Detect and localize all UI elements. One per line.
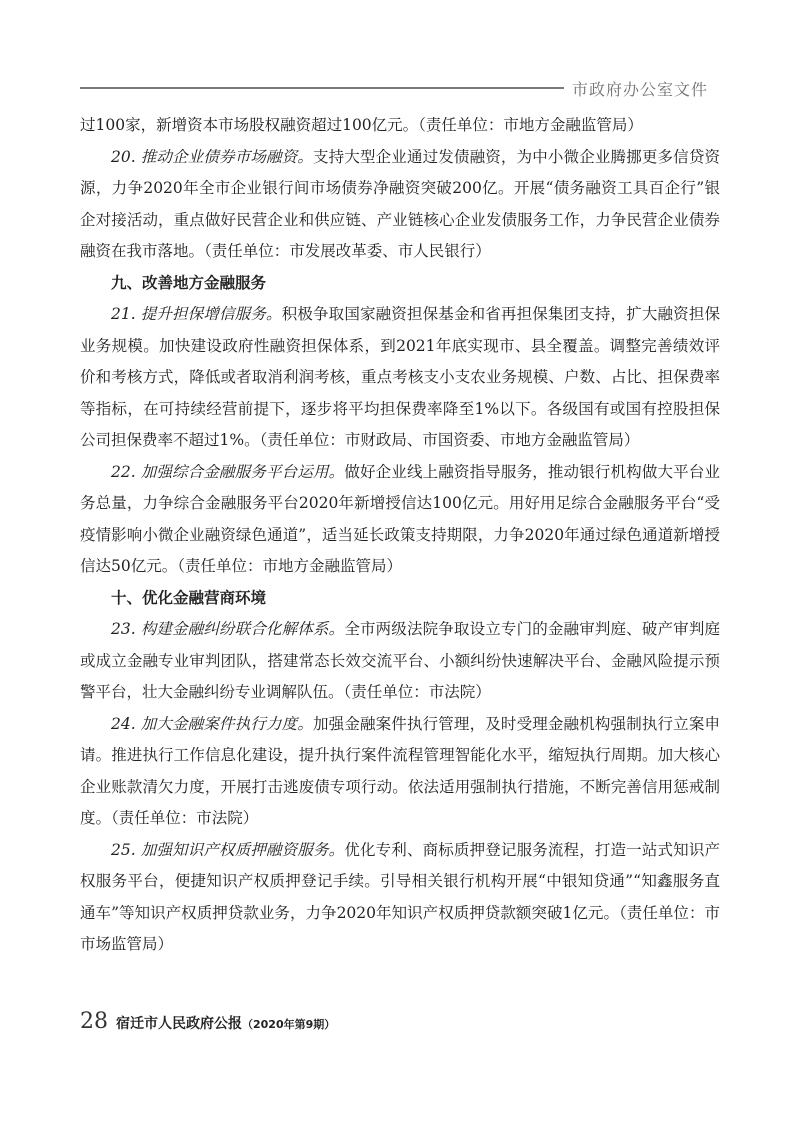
paragraph-24 bbox=[80, 709, 720, 835]
section-heading-9: 九、改善地方金融服务 bbox=[111, 273, 267, 292]
paragraph-lead: 25. 加强知识产权质押融资服务。 bbox=[111, 840, 345, 859]
page-number: 28 bbox=[80, 1009, 108, 1034]
journal-title: 宿迁市人民政府公报 bbox=[116, 1016, 242, 1032]
section-heading-10: 十、优化金融营商环境 bbox=[111, 588, 267, 607]
journal-issue: （2020年第9期） bbox=[242, 1018, 336, 1031]
paragraph-25 bbox=[80, 835, 720, 961]
paragraph-23 bbox=[80, 614, 720, 709]
paragraph-text: 支持大型企业通过发债融资，为中小微企业腾挪更多信贷资源，力争2020年全市企业银行间市场债券净融资突破200亿。开展“债务融资工具百企行”银企对接活动，重点做好民营企业和供应链、产业链核心企业发债服务工作，力争民营企业债券融资在我市落地。（责任单位：市发展改革委、市人民银行） bbox=[80, 147, 720, 260]
paragraph-lead: 24. 加大金融案件执行力度。 bbox=[111, 714, 313, 733]
paragraph-text: 全市两级法院争取设立专门的金融审判庭、破产审判庭或成立金融专业审判团队，搭建常态长效交流平台、小额纠纷快速解决平台、金融风险提示预警平台，壮大金融纠纷专业调解队伍。（责任单位：市法院） bbox=[80, 620, 720, 701]
paragraph-21 bbox=[80, 299, 720, 457]
paragraph-text: 优化专利、商标质押登记服务流程，打造一站式知识产权服务平台，便捷知识产权质押登记手续。引导相关银行机构开展“中银知贷通”“知鑫服务直通车”等知识产权质押贷款业务，力争2020年知识产权质押贷款额突破1亿元。（责任单位：市市场监管局） bbox=[80, 840, 720, 953]
paragraph-22 bbox=[80, 457, 720, 583]
document-body bbox=[80, 110, 720, 961]
paragraph-lead: 21. 提升担保增信服务。 bbox=[111, 305, 282, 323]
paragraph-text: 做好企业线上融资指导服务，推动银行机构做大平台业务总量，力争综合金融服务平台2020年新增授信达100亿元。用好用足综合金融服务平台“受疫情影响小微企业融资绿色通道”，适当延长政策支持期限，力争2020年通过绿色通道新增授信达50亿元。（责任单位：市地方金融监管局） bbox=[80, 462, 720, 575]
paragraph-lead: 20. 推动企业债券市场融资。 bbox=[111, 147, 313, 166]
header-rule bbox=[80, 87, 564, 89]
paragraph-lead: 23. 构建金融纠纷联合化解体系。 bbox=[111, 620, 345, 638]
paragraph-20 bbox=[80, 142, 720, 268]
paragraph-continuation: 过100家，新增资本市场股权融资超过100亿元。（责任单位：市地方金融监管局） bbox=[80, 116, 643, 134]
page-footer bbox=[80, 1009, 335, 1034]
paragraph-lead: 22. 加强综合金融服务平台运用。 bbox=[111, 462, 345, 481]
paragraph-text: 积极争取国家融资担保基金和省再担保集团支持，扩大融资担保业务规模。加快建设政府性融资担保体系，到2021年底实现市、县全覆盖。调整完善绩效评价和考核方式，降低或者取消利润考核，重点考核支小支农业务规模、户数、占比、担保费率等指标，在可持续经营前提下，逐步将平均担保费率降至1%以下。各级国有或国有控股担保公司担保费率不超过1%。（责任单位：市财政局、市国资委、市地方金融监管局） bbox=[80, 305, 720, 449]
header-title: 市政府办公室文件 bbox=[572, 80, 709, 99]
paragraph-text: 加强金融案件执行管理，及时受理金融机构强制执行立案申请。推进执行工作信息化建设，提升执行案件流程管理智能化水平，缩短执行周期。加大核心企业账款清欠力度，开展打击逃废债专项行动。依法适用强制执行措施，不断完善信用惩戒制度。（责任单位：市法院） bbox=[80, 714, 720, 827]
